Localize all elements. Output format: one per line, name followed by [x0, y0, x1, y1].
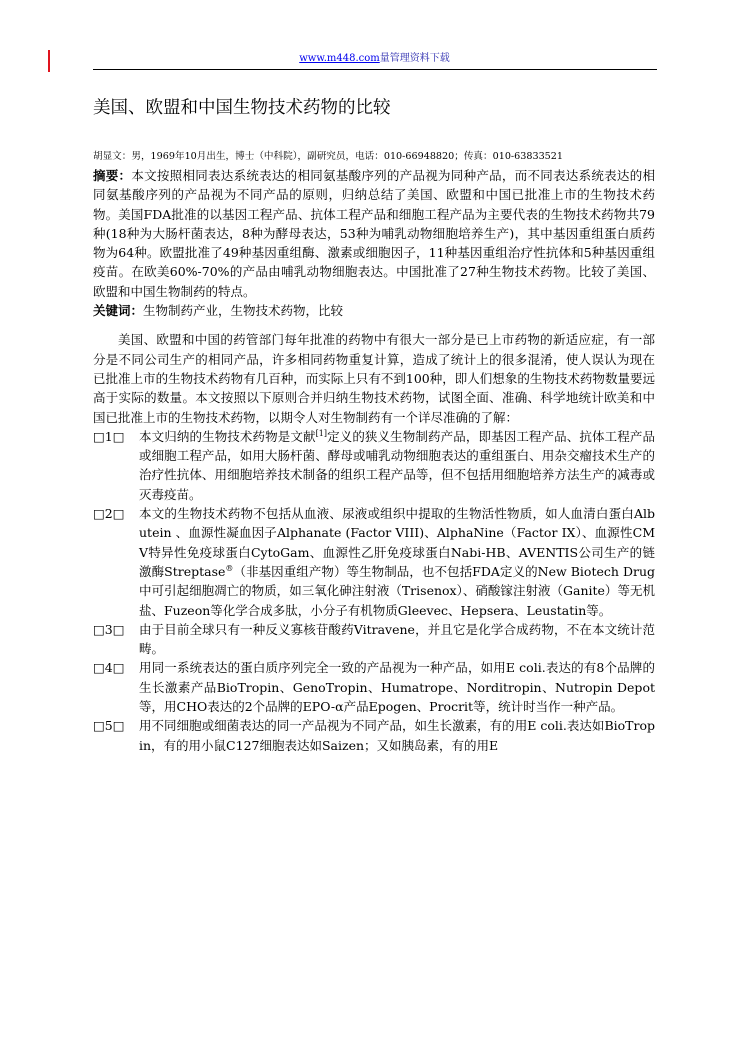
header-rule	[93, 69, 657, 70]
article-title: 美国、欧盟和中国生物技术药物的比较	[93, 98, 391, 118]
list-item-number: □2□	[93, 506, 125, 522]
list-item-text	[139, 427, 655, 504]
registered-mark: ®	[225, 563, 234, 573]
list-item-text-part: 本文归纳的生物技术药物是文献	[139, 428, 316, 444]
list-item	[93, 504, 655, 620]
list-item	[93, 658, 655, 716]
principle-list	[93, 427, 655, 755]
list-item-number: □1□	[93, 428, 125, 444]
list-item	[93, 716, 655, 755]
abstract-label: 摘要：	[93, 168, 132, 183]
header-suffix: 量管理资料下载	[379, 53, 450, 64]
intro-paragraph: 美国、欧盟和中国的药管部门每年批准的药物中有很大一部分是已上市药物的新适应症，有一部分是不同公司生产的相同产品，许多相同药物重复计算，造成了统计上的很多混淆，使人误认为现在已批准上市的生物技术药物有几百种，而实际上只有不到100种，即人们想象的生物技术药物数量要远高于实际的数量。本文按照以下原则合并归纳生物技术药物，试图全面、准确、科学地统计欧美和中国已批准上市的生物技术药物，以期令人对生物制药有一个详尽准确的了解：	[93, 332, 655, 425]
article-body	[93, 96, 655, 755]
page-header	[0, 52, 749, 66]
list-item-text: 用不同细胞或细菌表达的同一产品视为不同产品，如生长激素，有的用E coli.表达如BioTropin，有的用小鼠C127细胞表达如Saizen；又如胰岛素，有的用E	[139, 718, 655, 753]
keywords-text: 生物制药产业，生物技术药物，比较	[143, 303, 344, 319]
list-item-text: 用同一系统表达的蛋白质序列完全一致的产品视为一种产品，如用E coli.表达的有8个品牌的生长激素产品BioTropin、GenoTropin、Humatrope、Norditropin、Nutropin Depot等，用CHO表达的2个品牌的EPO-α产品Epogen、Procrit等，统计时当作一种产品。	[139, 660, 655, 715]
list-item-number: □3□	[93, 621, 125, 637]
abstract-text: 本文按照相同表达系统表达的相同氨基酸序列的产品视为同种产品，而不同表达系统表达的相同氨基酸序列的产品视为不同产品的原则，归纳总结了美国、欧盟和中国已批准上市的生物技术药物。美国FDA批准的以基因工程产品、抗体工程产品和细胞工程产品为主要代表的生物技术药物共79种(18种为大肠杆菌表达，8种为酵母表达，53种为哺乳动物细胞培养生产)，其中基因重组蛋白质药物为64种。欧盟批准了49种基因重组酶、激素或细胞因子，11种基因重组治疗性抗体和5种基因重组疫苗。在欧美60%-70%的产品由哺乳动物细胞表达。中国批准了27种生物技术药物。比较了美国、欧盟和中国生物制药的特点。	[93, 168, 655, 299]
author-line: 胡显文：男，1969年10月出生，博士（中科院），副研究员，电话：010-66948820；传真：010-63833521	[93, 151, 563, 162]
list-item-text	[139, 504, 655, 620]
reference-mark[interactable]: [1]	[315, 428, 327, 438]
list-item	[93, 620, 655, 659]
list-item-text-part: 定义的狭义生物制药产品，即基因工程产品、抗体工程产品或细胞工程产品，如用大肠杆菌、酵母或哺乳动物细胞表达的重组蛋白、用杂交瘤技术生产的治疗性抗体、用细胞培养技术制备的组织工程产品等，但不包括用细胞培养方法生产的减毒或灭毒疫苗。	[139, 428, 655, 502]
list-item-text-part: （非基因重组产物）等生物制品，也不包括FDA定义的New Biotech Drug中可引起细胞凋亡的物质，如三氧化砷注射液（Trisenox）、硝酸镓注射液（Ganite）等无机盐、Fuzeon等化学合成多肽，小分子有机物质Gleevec、Hepsera、Leustatin等。	[139, 563, 656, 618]
header-url-link[interactable]: www.m448.com	[299, 53, 380, 64]
list-item-text: 由于目前全球只有一种反义寡核苷酸药Vitravene，并且它是化学合成药物，不在本文统计范畴。	[139, 621, 655, 657]
list-item-number: □4□	[93, 660, 125, 676]
abstract	[93, 166, 655, 301]
list-item-text-part: 本文的生物技术药物不包括从血液、尿液或组织中提取的生物活性物质，如人血清白蛋白Albutein 、血源性凝血因子Alphanate (Factor VIII)、AlphaNine（Factor IX）、血源性CMV特异性免疫球蛋白CytoGam、血源性乙肝免疫球蛋白Nabi-HB、AVENTIS公司生产的链激酶Streptase	[139, 506, 655, 579]
keywords	[93, 301, 655, 320]
keywords-label: 关键词：	[93, 303, 144, 319]
list-item	[93, 427, 655, 504]
list-item-number: □5□	[93, 718, 125, 734]
